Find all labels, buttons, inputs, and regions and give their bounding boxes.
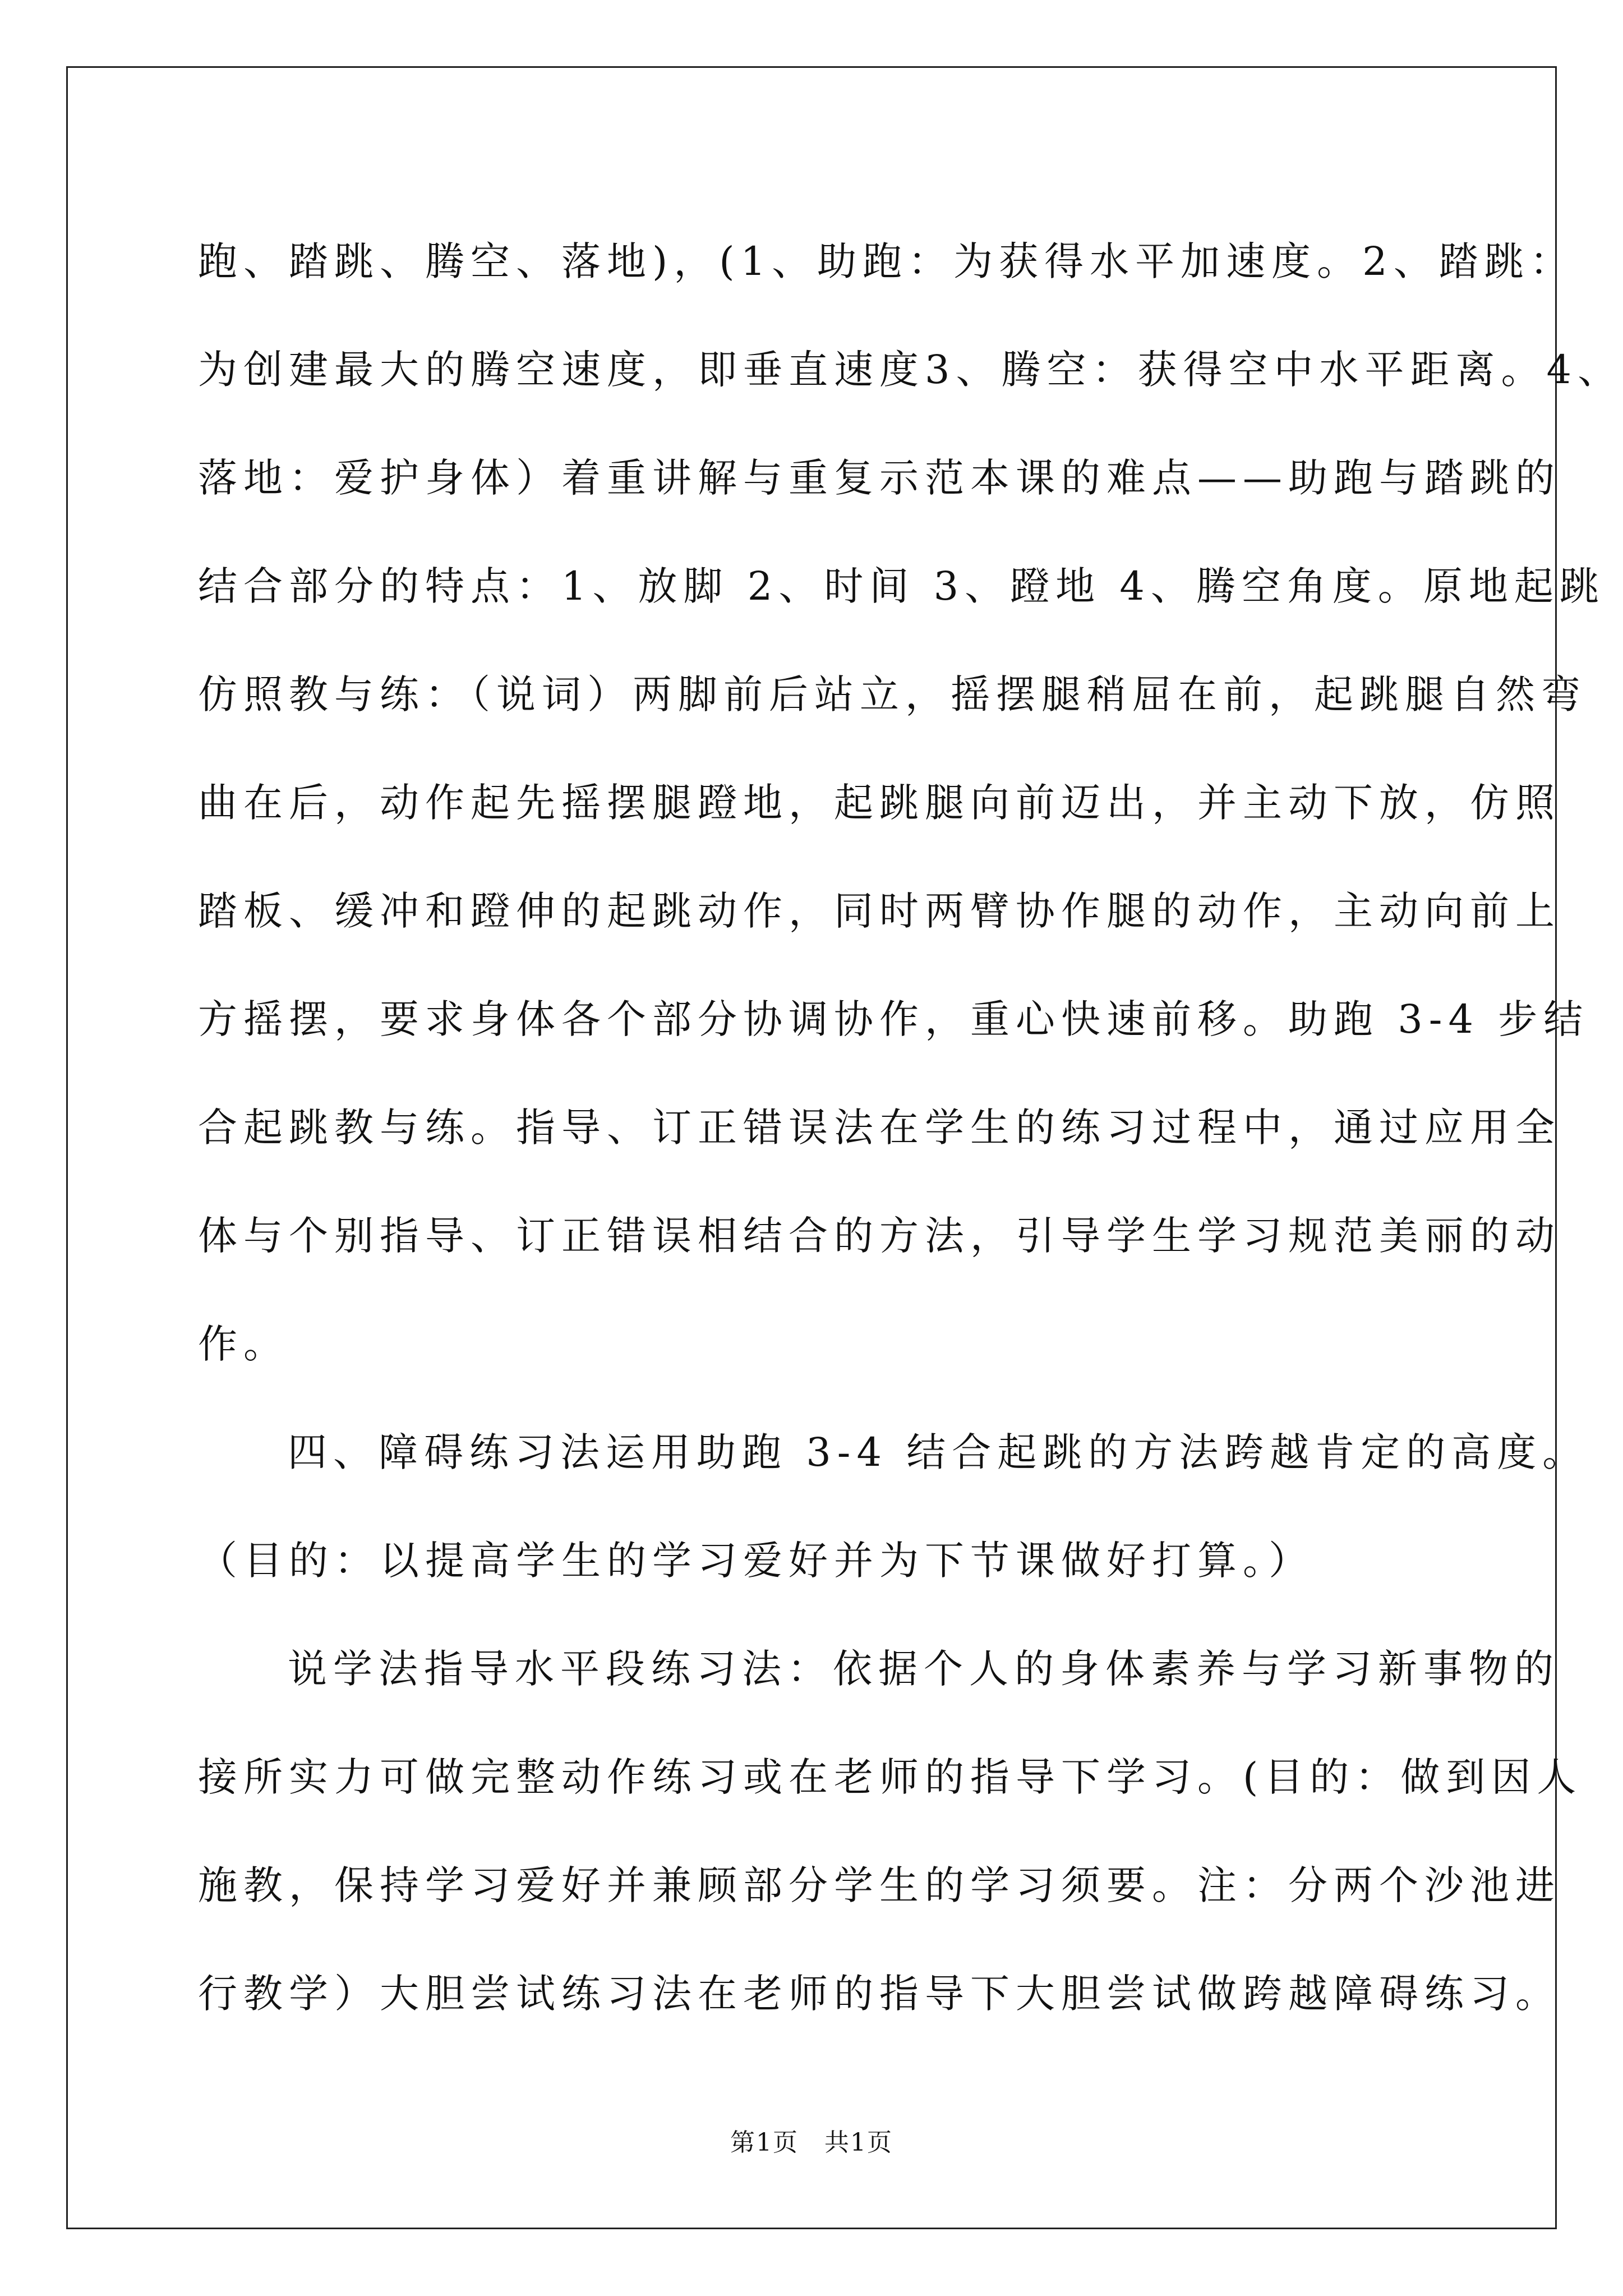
text-line: 结合部分的特点：1、放脚 2、时间 3、蹬地 4、腾空角度。原地起跳: [198, 563, 1605, 609]
page-number-current: 第1页: [730, 2128, 799, 2157]
text-line: 行教学）大胆尝试练习法在老师的指导下大胆尝试做跨越障碍练习。: [198, 1971, 1561, 2017]
text-line: 曲在后，动作起先摇摆腿蹬地，起跳腿向前迈出，并主动下放，仿照: [198, 780, 1561, 826]
text-line: 仿照教与练：（说词）两脚前后站立，摇摆腿稍屈在前，起跳腿自然弯: [198, 671, 1587, 717]
text-line: 踏板、缓冲和蹬伸的起跳动作，同时两臂协作腿的动作，主动向前上: [198, 888, 1561, 934]
text-line: （目的：以提高学生的学习爱好并为下节课做好打算。）: [198, 1538, 1314, 1584]
text-line: 施教，保持学习爱好并兼顾部分学生的学习须要。注：分两个沙池进: [198, 1862, 1561, 1908]
text-line: 合起跳教与练。指导、订正错误法在学生的练习过程中，通过应用全: [198, 1105, 1561, 1151]
document-body: [198, 208, 1623, 2048]
text-line: 作。: [198, 1321, 289, 1367]
text-line: 为创建最大的腾空速度，即垂直速度3、腾空：获得空中水平距离。4、: [198, 347, 1623, 393]
text-line-indented: 说学法指导水平段练习法：依据个人的身体素养与学习新事物的: [288, 1646, 1560, 1692]
text-line: 体与个别指导、订正错误相结合的方法，引导学生学习规范美丽的动: [198, 1213, 1561, 1259]
text-line-indented: 四、障碍练习法运用助跑 3-4 结合起跳的方法跨越肯定的高度。: [288, 1429, 1588, 1475]
page-number-total: 共1页: [824, 2128, 893, 2157]
text-line: 跑、踏跳、腾空、落地)，(1、助跑：为获得水平加速度。2、踏跳：: [198, 238, 1575, 284]
text-line: 落地：爱护身体）着重讲解与重复示范本课的难点——助跑与踏跳的: [198, 455, 1561, 501]
text-line: 方摇摆，要求身体各个部分协调协作，重心快速前移。助跑 3-4 步结: [198, 996, 1589, 1042]
page-footer: [0, 2126, 1623, 2160]
text-line: 接所实力可做完整动作练习或在老师的指导下学习。(目的：做到因人: [198, 1754, 1583, 1800]
